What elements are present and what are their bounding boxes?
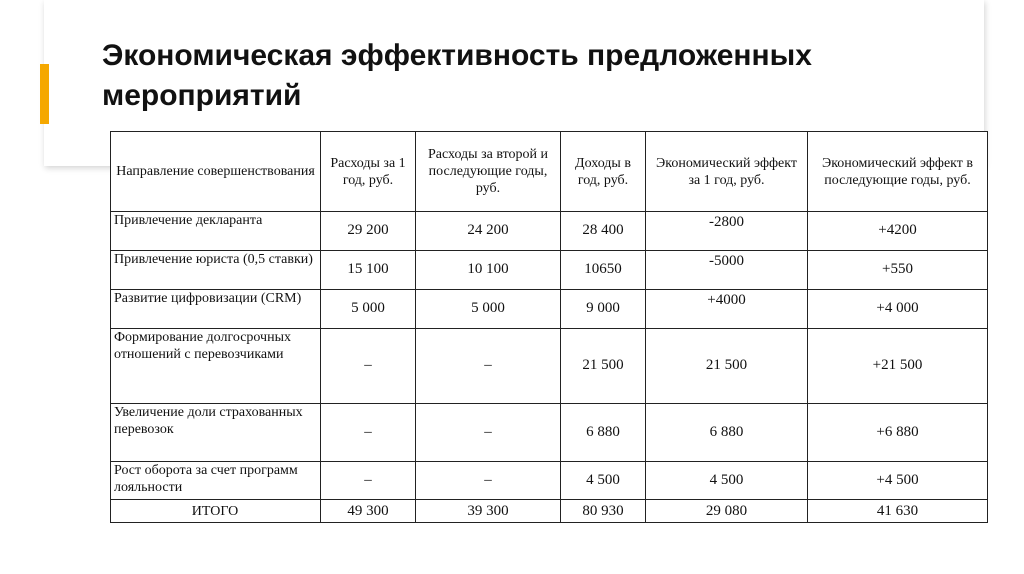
row-income: 28 400 [561, 212, 646, 251]
total-costs-next-years: 39 300 [416, 500, 561, 523]
total-income: 80 930 [561, 500, 646, 523]
row-costs-first-year: 15 100 [321, 250, 416, 289]
header-income: Доходы в год, руб. [561, 132, 646, 212]
header-effect-first-year: Экономический эффект за 1 год, руб. [646, 132, 808, 212]
row-effect-first-year: 21 500 [646, 328, 808, 404]
row-costs-next-years: – [416, 328, 561, 404]
total-costs-first-year: 49 300 [321, 500, 416, 523]
row-income: 9 000 [561, 289, 646, 328]
row-effect-next-years: +4200 [808, 212, 988, 251]
row-costs-first-year: 29 200 [321, 212, 416, 251]
row-effect-next-years: +4 500 [808, 461, 988, 500]
row-costs-next-years: – [416, 404, 561, 461]
efficiency-table-wrap [110, 131, 987, 523]
table-row [111, 212, 988, 251]
slide-title [102, 36, 962, 116]
row-costs-next-years: 10 100 [416, 250, 561, 289]
accent-bar [40, 64, 49, 124]
header-costs-next-years: Расходы за второй и последующие годы, руб. [416, 132, 561, 212]
row-costs-next-years: 5 000 [416, 289, 561, 328]
row-effect-next-years: +21 500 [808, 328, 988, 404]
row-direction: Привлечение декларанта [111, 212, 321, 251]
row-income: 4 500 [561, 461, 646, 500]
table-header-row [111, 132, 988, 212]
total-label: ИТОГО [111, 500, 321, 523]
table-row [111, 328, 988, 404]
row-effect-first-year: 6 880 [646, 404, 808, 461]
row-income: 6 880 [561, 404, 646, 461]
row-effect-first-year: -2800 [646, 212, 808, 251]
header-direction: Направление совершенствования [111, 132, 321, 212]
row-costs-first-year: – [321, 461, 416, 500]
title-line-2: мероприятий [102, 79, 302, 112]
row-effect-next-years: +4 000 [808, 289, 988, 328]
table-row [111, 461, 988, 500]
row-costs-first-year: 5 000 [321, 289, 416, 328]
row-effect-first-year: +4000 [646, 289, 808, 328]
row-income: 21 500 [561, 328, 646, 404]
row-direction: Развитие цифровизации (CRM) [111, 289, 321, 328]
row-direction: Увеличение доли страхованных перевозок [111, 404, 321, 461]
row-direction: Формирование долгосрочных отношений с перевозчиками [111, 328, 321, 404]
table-row [111, 250, 988, 289]
total-effect-next-years: 41 630 [808, 500, 988, 523]
total-effect-first-year: 29 080 [646, 500, 808, 523]
efficiency-table [110, 131, 988, 523]
row-effect-first-year: -5000 [646, 250, 808, 289]
row-effect-next-years: +6 880 [808, 404, 988, 461]
row-direction: Привлечение юриста (0,5 ставки) [111, 250, 321, 289]
title-line-1: Экономическая эффективность предложенных [102, 39, 812, 72]
row-costs-next-years: 24 200 [416, 212, 561, 251]
header-effect-next-years: Экономический эффект в последующие годы, руб. [808, 132, 988, 212]
row-costs-first-year: – [321, 328, 416, 404]
row-income: 10650 [561, 250, 646, 289]
table-row [111, 404, 988, 461]
table-row [111, 289, 988, 328]
table-total-row [111, 500, 988, 523]
row-effect-next-years: +550 [808, 250, 988, 289]
header-costs-first-year: Расходы за 1 год, руб. [321, 132, 416, 212]
row-costs-first-year: – [321, 404, 416, 461]
row-costs-next-years: – [416, 461, 561, 500]
row-direction: Рост оборота за счет программ лояльности [111, 461, 321, 500]
row-effect-first-year: 4 500 [646, 461, 808, 500]
